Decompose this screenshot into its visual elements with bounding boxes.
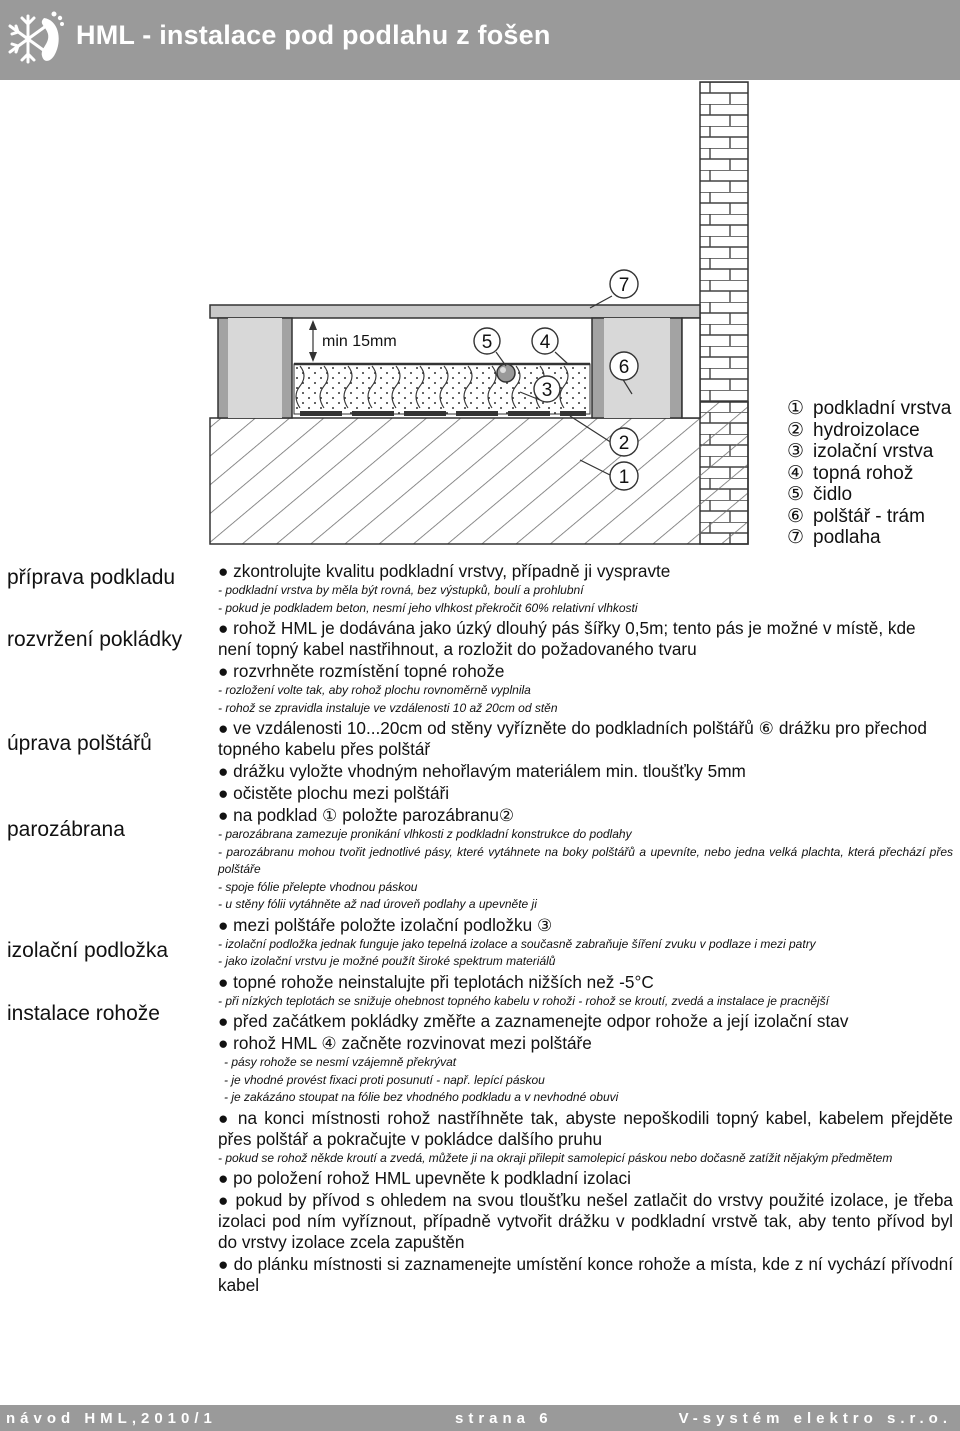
instruction-bullet: ● rohož HML je dodávána jako úzký dlouhý pás šířky 0,5m; tento pás je možné v místě, kde není topný kabel nastřihnout, a rozložit do požadovaného tvaru [218,618,916,659]
callout-7-label: 7 [618,275,630,296]
diagram-legend [787,398,951,549]
legend-number: ⑦ [787,527,805,548]
instruction-bullet: ● zkontrolujte kvalitu podkladní vrstvy, případně ji vyspravte [218,561,671,581]
instruction-bullet: ● na podklad ① položte parozábranu② [218,805,515,825]
legend-text: topná rohož [813,462,914,484]
instruction-note: - pokud se rohož někde kroutí a zvedá, můžete ji na okraji přilepit samolepicí páskou nebo dočasně zatížit nějakým předmětem [218,1150,893,1165]
instruction-note: - je zakázáno stoupat na fólie bez vhodného podkladu a v nevhodné obuvi [224,1090,619,1104]
callout-1-label: 1 [618,467,630,488]
callout-3-label: 3 [541,380,553,401]
legend-text: čidlo [813,484,853,505]
legend-item [787,463,951,485]
instruction-note: - je vhodné provést fixaci proti posunutí - např. lepící páskou [224,1072,545,1087]
legend-item [787,484,951,506]
instruction-note: - rohož se zpravidla instaluje ve vzdálenosti 10 až 20cm od stěn [218,700,558,715]
dimension-label: min 15mm [322,333,397,350]
subfloor-layer [210,402,748,544]
instruction-bullet: ● pokud by přívod s ohledem na svou tloušťku nešel zatlačit do vrstvy použité izolace, je třeba izolaci pod ním vyříznout, případně vytvořit drážku v podkladní vrstvě tak, aby tento přívod byl do vrstvy izolace zcela zapuštěn [218,1190,953,1252]
footer-document: návod HML,2010/1 [6,1410,217,1427]
legend-item [787,420,951,442]
floor-board [210,305,700,318]
instruction-bullet: ● po položení rohož HML upevněte k podkladní izolaci [218,1168,631,1188]
legend-item [787,506,951,528]
instruction-note: - pásy rohože se nesmí vzájemně překrývat [224,1055,457,1069]
section-heading-mat-installation: instalace rohože [7,1002,160,1025]
callout-2-label: 2 [618,433,630,454]
instruction-note: - při nízkých teplotách se snižuje ohebnost topného kabelu v rohoži - rohož se kroutí, zvedá a instalace je pracnější [218,993,830,1008]
footer-company: V-systém elektro s.r.o. [678,1410,952,1427]
legend-number: ② [787,419,805,441]
footer-page-number: strana 6 [455,1410,553,1427]
section-heading-layout: rozvržení pokládky [7,628,183,651]
legend-text: polštář - trám [813,505,925,527]
legend-number: ⑤ [787,484,805,505]
instruction-note: - podkladní vrstva by měla být rovná, bez výstupků, boulí a prohlubní [218,583,584,597]
instruction-bullet: ● do plánku místnosti si zaznamenejte umístění konce rohože a místa, kde z ní vychází přívodní kabel [218,1254,953,1295]
instruction-bullet: ● mezi polštáře položte izolační podložku ③ [218,914,553,935]
callout-4-label: 4 [539,332,551,353]
legend-number: ④ [787,462,805,484]
instruction-bullet: ● rozvrhněte rozmístění topné rohože [218,661,505,681]
instruction-note: - parozábranu mohou tvořit jednotlivé pásy, které vytáhnete na boky polštářů a upevníte, nebo jedna velká plachta, která přechází přes polštáře [218,844,953,876]
floor-sensor [497,364,515,382]
instruction-bullet: ● očistěte plochu mezi polštáři [218,783,450,803]
section-heading-insulation: izolační podložka [7,939,169,962]
instruction-bullet: ● ve vzdálenosti 10...20cm od stěny vyřízněte do podkladních polštářů ⑥ drážku pro přechod topného kabelu přes polštář [218,718,927,759]
instruction-bullet: ● před začátkem pokládky změřte a zaznamenejte odpor rohože a její izolační stav [218,1011,849,1031]
instruction-note: - parozábrana zamezuje pronikání vlhkosti z podkladní konstrukce do podlahy [218,827,632,841]
section-heading-vapor-barrier: parozábrana [7,818,125,841]
legend-number: ③ [787,441,805,462]
instruction-note: - rozložení volte tak, aby rohož plochu rovnoměrně vyplnila [218,683,531,697]
title-bar [0,0,960,80]
section-heading-preparation: příprava podkladu [7,566,176,589]
legend-number: ① [787,398,805,419]
instruction-bullet: ● rohož HML ④ začněte rozvinovat mezi polštáře [218,1033,592,1053]
instruction-bullet: ● na konci místnosti rohož nastříhněte tak, abyste nepoškodili topný kabel, kabelem přejděte přes polštář a pokračujte v pokládce dalšího pruhu [218,1107,953,1149]
legend-item [787,398,951,420]
callout-5-label: 5 [481,332,493,353]
legend-item [787,527,951,549]
instruction-note: - spoje fólie přelepte vhodnou páskou [218,879,418,894]
instruction-note: - jako izolační vrstvu je možné použít široké spektrum materiálů [218,954,556,968]
legend-text: podlaha [813,527,881,548]
footer-bar [0,1405,960,1431]
legend-text: podkladní vrstva [813,398,952,419]
instruction-bullet: ● drážku vyložte vhodným nehořlavým materiálem min. tloušťky 5mm [218,761,746,781]
instruction-note: - izolační podložka jednak funguje jako tepelná izolace a současně zabraňuje šíření zvuku v podlaze i mezi patry [218,936,816,951]
legend-item [787,441,951,463]
instruction-note: - u stěny fólii vytáhněte až nad úroveň podlahy a upevněte ji [218,897,537,911]
callout-6-label: 6 [618,357,630,378]
legend-text: izolační vrstva [813,441,934,462]
snowflake-foot-logo [6,8,64,70]
legend-text: hydroizolace [813,419,920,441]
instruction-bullet: ● topné rohože neinstalujte při teplotách nižších než -5°C [218,971,654,992]
document-title: HML - instalace pod podlahu z fošen [76,20,551,50]
section-heading-joists: úprava polštářů [7,732,152,755]
instruction-text [218,560,953,1296]
instruction-note: - pokud je podkladem beton, nesmí jeho vlhkost překročit 60% relativní vlhkosti [218,600,638,615]
legend-number: ⑥ [787,505,805,527]
